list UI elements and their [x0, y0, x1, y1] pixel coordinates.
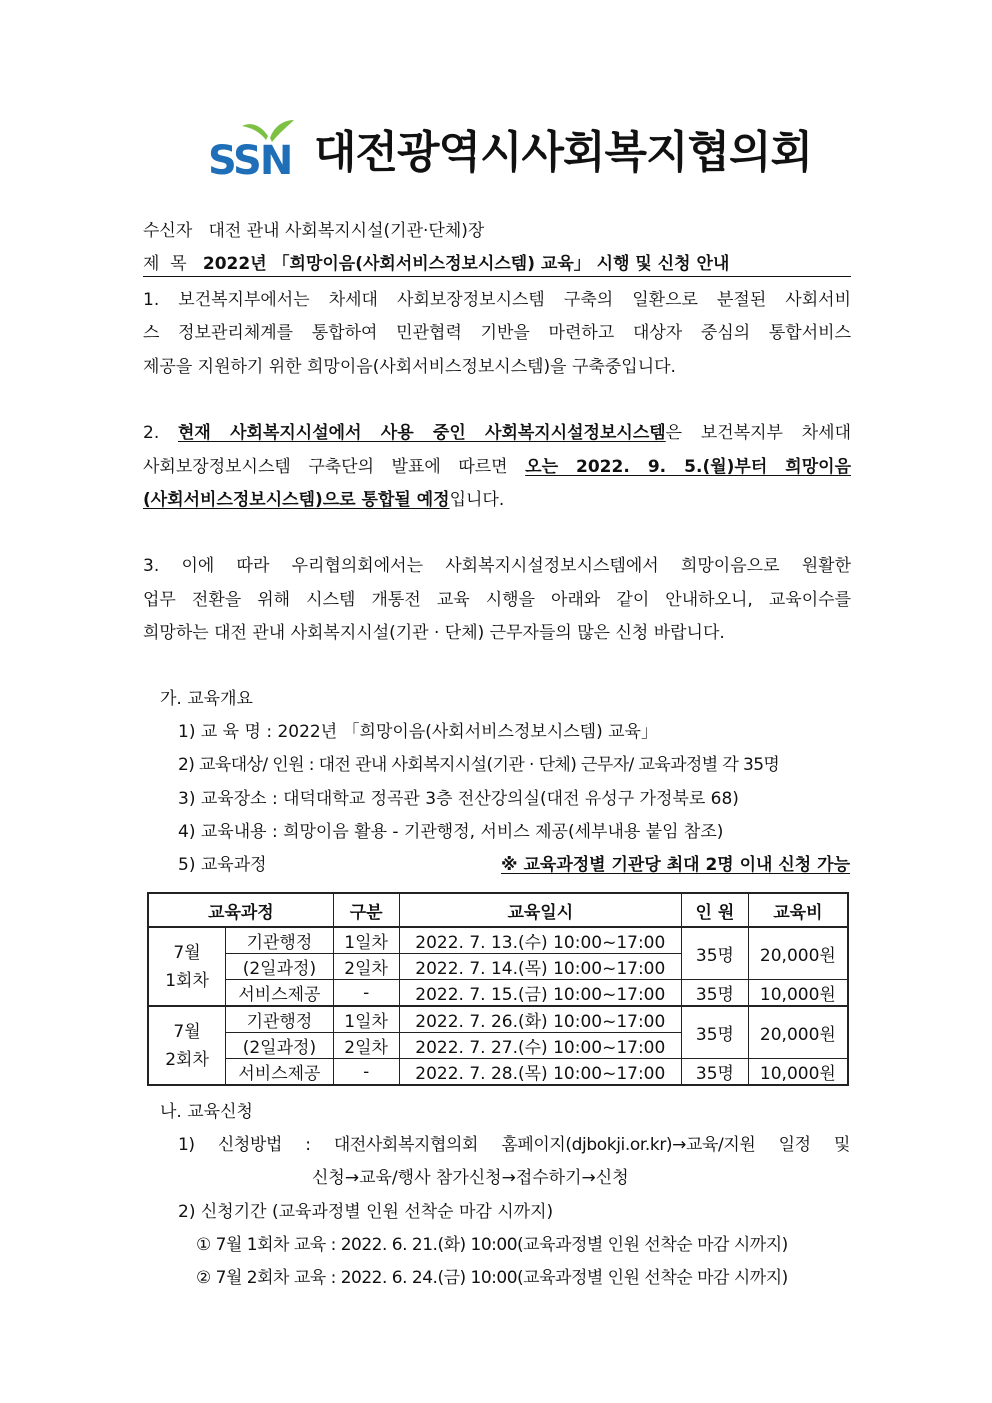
para2-merge-target: (사회서비스정보시스템)으로 통합될 예정: [143, 490, 450, 510]
ga-item-2: 2) 교육대상/ 인원 : 대전 관내 사회복지시설(기관 · 단체) 근무자/ 교육과정별 각 35명: [178, 755, 780, 775]
para2-merge-date: 오는 2022. 9. 5.(월)부터 희망이음: [525, 457, 851, 477]
table-row: [148, 927, 848, 954]
para2-line-1: [143, 422, 851, 444]
round-cell: [148, 927, 226, 1006]
org-name: 대전광역시사회복지협의회: [314, 127, 813, 178]
para2-l2-start: 사회보장정보시스템 구축단의 발표에 따르면: [143, 457, 526, 477]
para3-line-2: 업무 전환을 위해 시스템 개통전 교육 시행을 아래와 같이 안내하오니, 교육이수를: [143, 590, 851, 610]
para2-line-3: [143, 489, 851, 511]
na-sub-2: ② 7월 2회차 교육 : 2022. 6. 24.(금) 10:00(교육과정별 인원 선착순 마감 시까지): [196, 1268, 788, 1288]
date-cell: 2022. 7. 13.(수) 10:00~17:00: [399, 927, 682, 954]
ga-item-4: 4) 교육내용 : 희망이음 활용 - 기관행정, 서비스 제공(세부내용 붙임 참조): [178, 822, 724, 842]
people-cell: 35명: [682, 927, 749, 980]
na-item-1-line-1: 1) 신청방법 : 대전사회복지협의회 홈페이지(djbokji.or.kr)→교육/지원 일정 및: [178, 1135, 850, 1155]
people-cell: 35명: [682, 1059, 749, 1086]
course-cell: (2일과정): [226, 954, 334, 980]
para1-line-2: 스 정보관리체계를 통합하여 민관협력 기반을 마련하고 대상자 중심의 통합서비스: [143, 323, 851, 343]
para3-line-1: 3. 이에 따라 우리협의회에서는 사회복지시설정보시스템에서 희망이음으로 원활한: [143, 556, 851, 576]
table-header-row: [148, 893, 848, 927]
day-cell: -: [333, 1059, 399, 1086]
people-cell: 35명: [682, 1006, 749, 1059]
course-cell: (2일과정): [226, 1033, 334, 1059]
day-cell: 1일차: [333, 1006, 399, 1033]
org-header: [208, 112, 813, 184]
date-cell: 2022. 7. 14.(목) 10:00~17:00: [399, 954, 682, 980]
people-cell: 35명: [682, 980, 749, 1007]
fee-cell: 20,000원: [748, 927, 848, 980]
para1-line-1: 1. 보건복지부에서는 차세대 사회보장정보시스템 구축의 일환으로 분절된 사회서비: [143, 290, 851, 310]
col-people: 인 원: [682, 893, 749, 927]
course-cell: 기관행정: [226, 1006, 334, 1033]
para2-l3-rest: 입니다.: [449, 490, 505, 510]
date-cell: 2022. 7. 26.(화) 10:00~17:00: [399, 1006, 682, 1033]
subject-value: 2022년 「희망이음(사회서비스정보시스템) 교육」 시행 및 신청 안내: [202, 254, 730, 274]
day-cell: -: [333, 980, 399, 1007]
round-month: 7월: [173, 942, 201, 963]
para2-current-system: 현재 사회복지시설에서 사용 중인 사회복지시설정보시스템: [178, 423, 666, 443]
para2-line-2: [143, 456, 851, 478]
ga-item-3: 3) 교육장소 : 대덕대학교 정곡관 3층 전산강의실(대전 유성구 가정북로 68): [178, 789, 739, 809]
course-cell: 기관행정: [226, 927, 334, 954]
recipient-value: 대전 관내 사회복지시설(기관·단체)장: [208, 221, 485, 241]
date-cell: 2022. 7. 28.(목) 10:00~17:00: [399, 1059, 682, 1086]
date-cell: 2022. 7. 27.(수) 10:00~17:00: [399, 1033, 682, 1059]
subject-line: [143, 253, 851, 275]
ssn-logo: [208, 116, 304, 180]
subject-underline: [143, 276, 851, 277]
para2-num: 2.: [143, 423, 178, 443]
day-cell: 2일차: [333, 954, 399, 980]
schedule-table: [147, 892, 849, 1086]
col-fee: 교육비: [748, 893, 848, 927]
day-cell: 1일차: [333, 927, 399, 954]
recipient-label: 수신자: [143, 221, 193, 241]
round-number: 2회차: [165, 1049, 209, 1070]
section-ga-title: 가. 교육개요: [160, 689, 253, 709]
para1-line-3: 제공을 지원하기 위한 희망이음(사회서비스정보시스템)을 구축중입니다.: [143, 357, 676, 377]
para2-l1-rest: 은 보건복지부 차세대: [665, 423, 852, 443]
para3-line-3: 희망하는 대전 관내 사회복지시설(기관 · 단체) 근무자들의 많은 신청 바랍니다.: [143, 623, 725, 643]
fee-cell: 10,000원: [748, 980, 848, 1007]
na-item-2: 2) 신청기간 (교육과정별 인원 선착순 마감 시까지): [178, 1202, 554, 1222]
table-row: [148, 980, 848, 1007]
recipient-line: [143, 220, 851, 242]
day-cell: 2일차: [333, 1033, 399, 1059]
ga-item-5-note: ※ 교육과정별 기관당 최대 2명 이내 신청 가능: [501, 855, 850, 875]
table-row: [148, 1059, 848, 1086]
na-item-1-line-2: 신청→교육/행사 참가신청→접수하기→신청: [312, 1168, 629, 1188]
date-cell: 2022. 7. 15.(금) 10:00~17:00: [399, 980, 682, 1007]
round-month: 7월: [173, 1021, 201, 1042]
subject-label: 제 목: [143, 254, 187, 274]
svg-text:SSN: SSN: [208, 138, 292, 180]
na-sub-1: ① 7월 1회차 교육 : 2022. 6. 21.(화) 10:00(교육과정별 인원 선착순 마감 시까지): [196, 1235, 788, 1255]
ga-item-5-label: 5) 교육과정: [178, 855, 267, 875]
course-cell: 서비스제공: [226, 980, 334, 1007]
fee-cell: 20,000원: [748, 1006, 848, 1059]
col-division: 구분: [333, 893, 399, 927]
fee-cell: 10,000원: [748, 1059, 848, 1086]
col-datetime: 교육일시: [399, 893, 682, 927]
course-cell: 서비스제공: [226, 1059, 334, 1086]
table-row: [148, 1006, 848, 1033]
section-na-title: 나. 교육신청: [160, 1102, 253, 1122]
round-cell: [148, 1006, 226, 1085]
col-course: 교육과정: [148, 893, 333, 927]
ga-item-1: 1) 교 육 명 : 2022년 「희망이음(사회서비스정보시스템) 교육」: [178, 722, 658, 742]
round-number: 1회차: [165, 970, 209, 991]
